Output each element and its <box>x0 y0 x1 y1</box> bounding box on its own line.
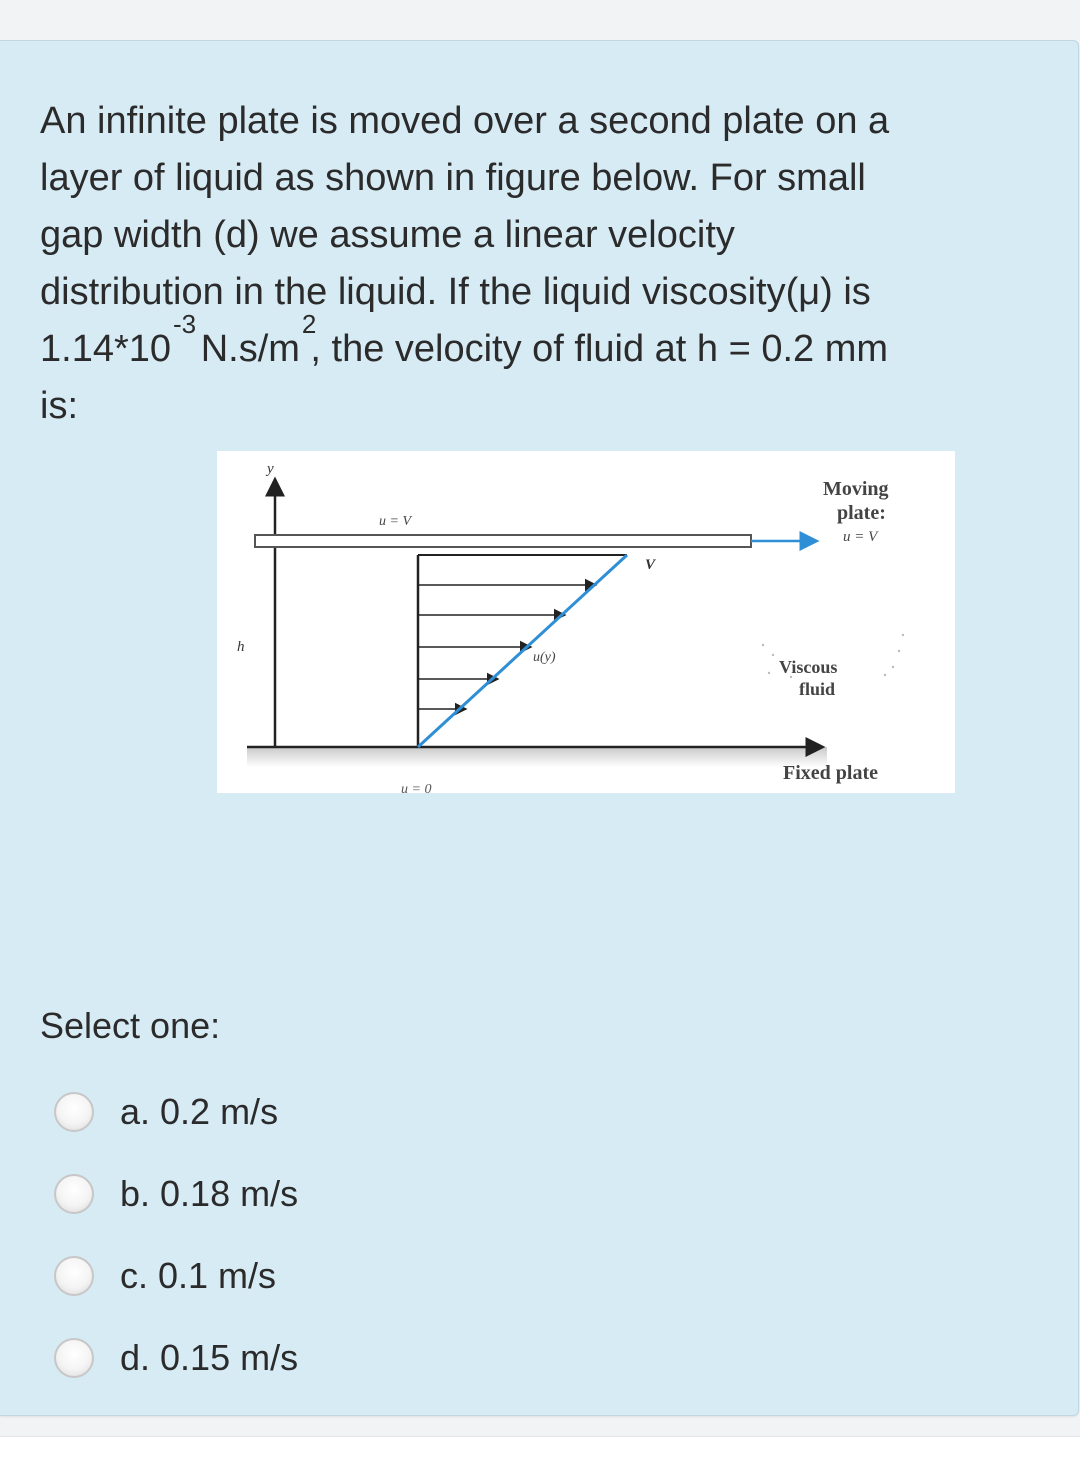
option-d[interactable] <box>52 1317 298 1399</box>
moving-plate-label-2: plate: <box>837 502 886 524</box>
question-text <box>40 93 1040 435</box>
option-b-radio[interactable] <box>54 1174 94 1214</box>
option-a-radio[interactable] <box>54 1092 94 1132</box>
question-line-1: An infinite plate is moved over a second plate on a <box>40 100 890 142</box>
question-line-5 <box>40 309 1040 378</box>
moving-plate <box>255 535 751 547</box>
option-a-label[interactable]: a. 0.2 m/s <box>120 1091 279 1132</box>
velocity-profile-line <box>418 555 627 747</box>
fixed-plate-shading <box>247 747 827 767</box>
h-label: h <box>237 639 245 655</box>
question-line-4: distribution in the liquid. If the liquid viscosity(μ) is <box>40 271 871 313</box>
viscous-fluid-label-2: fluid <box>799 679 836 699</box>
question-line-3: gap width (d) we assume a linear velocity <box>40 214 735 256</box>
fixed-plate-label: Fixed plate <box>783 762 878 784</box>
question-line-6: is: <box>40 385 78 427</box>
viscous-fluid-label-1: Viscous <box>779 657 838 677</box>
option-c-radio[interactable] <box>54 1256 94 1296</box>
viscosity-value: 1.14*10 <box>40 328 172 370</box>
v-label: V <box>645 557 656 573</box>
moving-plate-label-1: Moving <box>823 478 889 500</box>
question-card <box>0 40 1079 1416</box>
option-b-label[interactable]: b. 0.18 m/s <box>120 1173 299 1214</box>
profile-label: u(y) <box>533 650 556 665</box>
option-c-label[interactable]: c. 0.1 m/s <box>120 1255 277 1296</box>
answer-options <box>52 1071 298 1399</box>
option-c[interactable] <box>52 1235 298 1317</box>
unit-exponent: 2 <box>301 309 317 339</box>
question-line-2: layer of liquid as shown in figure below. For small <box>40 157 866 199</box>
option-a[interactable] <box>52 1071 298 1153</box>
option-b[interactable] <box>52 1153 298 1235</box>
viscosity-unit: N.s/m <box>190 328 300 370</box>
y-axis-label: y <box>267 461 274 477</box>
question-line-5-rest: , the velocity of fluid at h = 0.2 mm <box>310 328 889 370</box>
option-d-label[interactable]: d. 0.15 m/s <box>120 1337 299 1378</box>
option-d-radio[interactable] <box>54 1338 94 1378</box>
velocity-profile-figure <box>217 451 955 793</box>
moving-plate-label-3: u = V <box>843 529 878 545</box>
select-one-label: Select one: <box>40 1005 221 1046</box>
bottom-velocity-label: u = 0 <box>401 782 432 793</box>
viscosity-exponent: -3 <box>173 309 197 339</box>
figure-svg <box>217 451 955 793</box>
top-velocity-label: u = V <box>379 514 411 529</box>
bottom-strip <box>0 1436 1080 1465</box>
